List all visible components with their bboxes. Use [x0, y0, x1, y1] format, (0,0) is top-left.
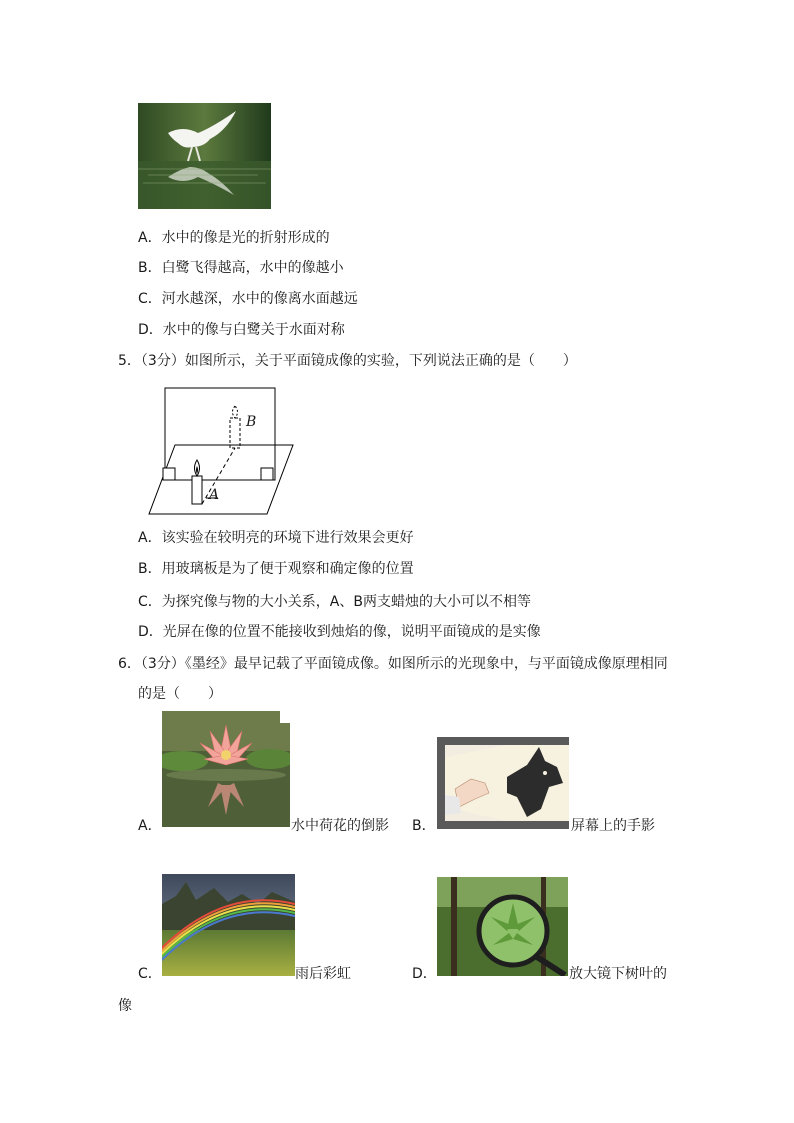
- magnifier-leaf-photo: [437, 877, 568, 976]
- q5-option-a: A．该实验在较明亮的环境下进行效果会更好: [138, 530, 414, 546]
- q6-option-b-letter: B．: [412, 818, 436, 834]
- q6-option-d-caption: 放大镜下树叶的: [569, 966, 667, 982]
- q4-option-a: A．水中的像是光的折射形成的: [138, 230, 330, 246]
- q6-stem-line2: 的是（ ）: [138, 686, 222, 702]
- rainbow-photo: [162, 874, 295, 976]
- q6-option-d-caption-wrap: 像: [118, 998, 132, 1014]
- q6-option-a-letter: A．: [138, 818, 162, 834]
- q5-option-b: B．用玻璃板是为了便于观察和确定像的位置: [138, 561, 414, 577]
- lotus-reflection-photo: [162, 711, 290, 827]
- q6-option-b-caption: 屏幕上的手影: [571, 818, 655, 834]
- q4-option-b: B．白鹭飞得越高，水中的像越小: [138, 260, 344, 276]
- q6-option-c-caption: 雨后彩虹: [295, 966, 351, 982]
- figure-label-a: A: [209, 487, 220, 503]
- figure-label-b: B: [246, 414, 257, 430]
- plane-mirror-experiment-figure: [146, 386, 296, 516]
- q6-option-c-letter: C．: [138, 966, 162, 982]
- q4-option-c: C．河水越深，水中的像离水面越远: [138, 291, 358, 307]
- q6-stem-line1: 6．（3分）《墨经》最早记载了平面镜成像。如图所示的光现象中，与平面镜成像原理相同: [118, 656, 668, 672]
- hand-shadow-photo: [437, 737, 569, 829]
- q6-option-a-caption: 水中荷花的倒影: [291, 818, 389, 834]
- q5-option-c: C．为探究像与物的大小关系，A、B两支蜡烛的大小可以不相等: [138, 594, 531, 610]
- q5-option-d: D．光屏在像的位置不能接收到烛焰的像，说明平面镜成的是实像: [138, 624, 541, 640]
- egret-reflection-photo: [138, 103, 271, 209]
- q4-option-d: D．水中的像与白鹭关于水面对称: [138, 322, 345, 338]
- q6-option-d-letter: D．: [412, 966, 437, 982]
- q5-stem: 5．（3分）如图所示，关于平面镜成像的实验，下列说法正确的是（ ）: [118, 353, 577, 369]
